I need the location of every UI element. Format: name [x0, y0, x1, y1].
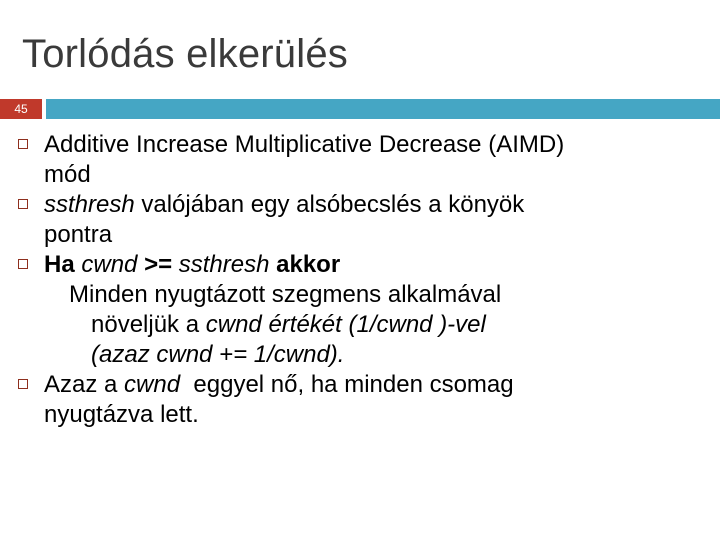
bullet-text: pontra — [44, 221, 113, 248]
sub-text-line — [69, 280, 700, 310]
slide-body — [0, 130, 720, 430]
square-bullet-icon — [18, 259, 28, 269]
bullet-text: nyugtázva lett. — [44, 401, 199, 428]
bullet-text-line — [44, 190, 700, 220]
bullet-item-summary — [0, 370, 720, 430]
term-cwnd: cwnd — [124, 371, 181, 398]
square-bullet-icon — [18, 199, 28, 209]
bullet-text: Additive Increase Multiplicative Decrease (AIMD) — [44, 131, 565, 158]
sub-text: növeljük a — [91, 311, 206, 338]
slide-number: 45 — [0, 99, 42, 119]
bullet-text: eggyel nő, ha minden csomag — [180, 371, 514, 398]
sub-paragraph-increase — [0, 280, 720, 370]
square-bullet-icon — [18, 139, 28, 149]
bullet-text: mód — [44, 161, 91, 188]
bullet-text-line — [44, 250, 700, 280]
bullet-text-line — [44, 220, 700, 250]
bullet-text-line — [44, 370, 700, 400]
bullet-item-condition — [0, 250, 720, 280]
sub-text-italic: (azaz cwnd += 1/cwnd). — [91, 341, 345, 368]
operator: >= — [144, 251, 173, 278]
term-ssthresh: ssthresh — [178, 251, 270, 278]
sub-text-italic: cwnd értékét (1/cwnd )-vel — [205, 311, 486, 338]
bullet-item-ssthresh — [0, 190, 720, 250]
title-accent-bar — [46, 99, 720, 119]
bullet-item-aimd — [0, 130, 720, 190]
keyword-akkor: akkor — [276, 251, 341, 278]
bullet-text-line — [44, 400, 700, 430]
sub-text: Minden nyugtázott szegmens alkalmával — [69, 281, 502, 308]
bullet-text: valójában egy alsóbecslés a könyök — [134, 191, 525, 218]
sub-text-line — [91, 310, 700, 340]
term-ssthresh: ssthresh — [44, 191, 135, 218]
bullet-text-line — [44, 130, 700, 160]
bullet-text: Azaz a — [44, 371, 125, 398]
bullet-text-line — [44, 160, 700, 190]
term-cwnd: cwnd — [81, 251, 138, 278]
slide-title: Torlódás elkerülés — [22, 32, 348, 76]
square-bullet-icon — [18, 379, 28, 389]
sub-text-line — [91, 340, 700, 370]
keyword-ha: Ha — [44, 251, 75, 278]
